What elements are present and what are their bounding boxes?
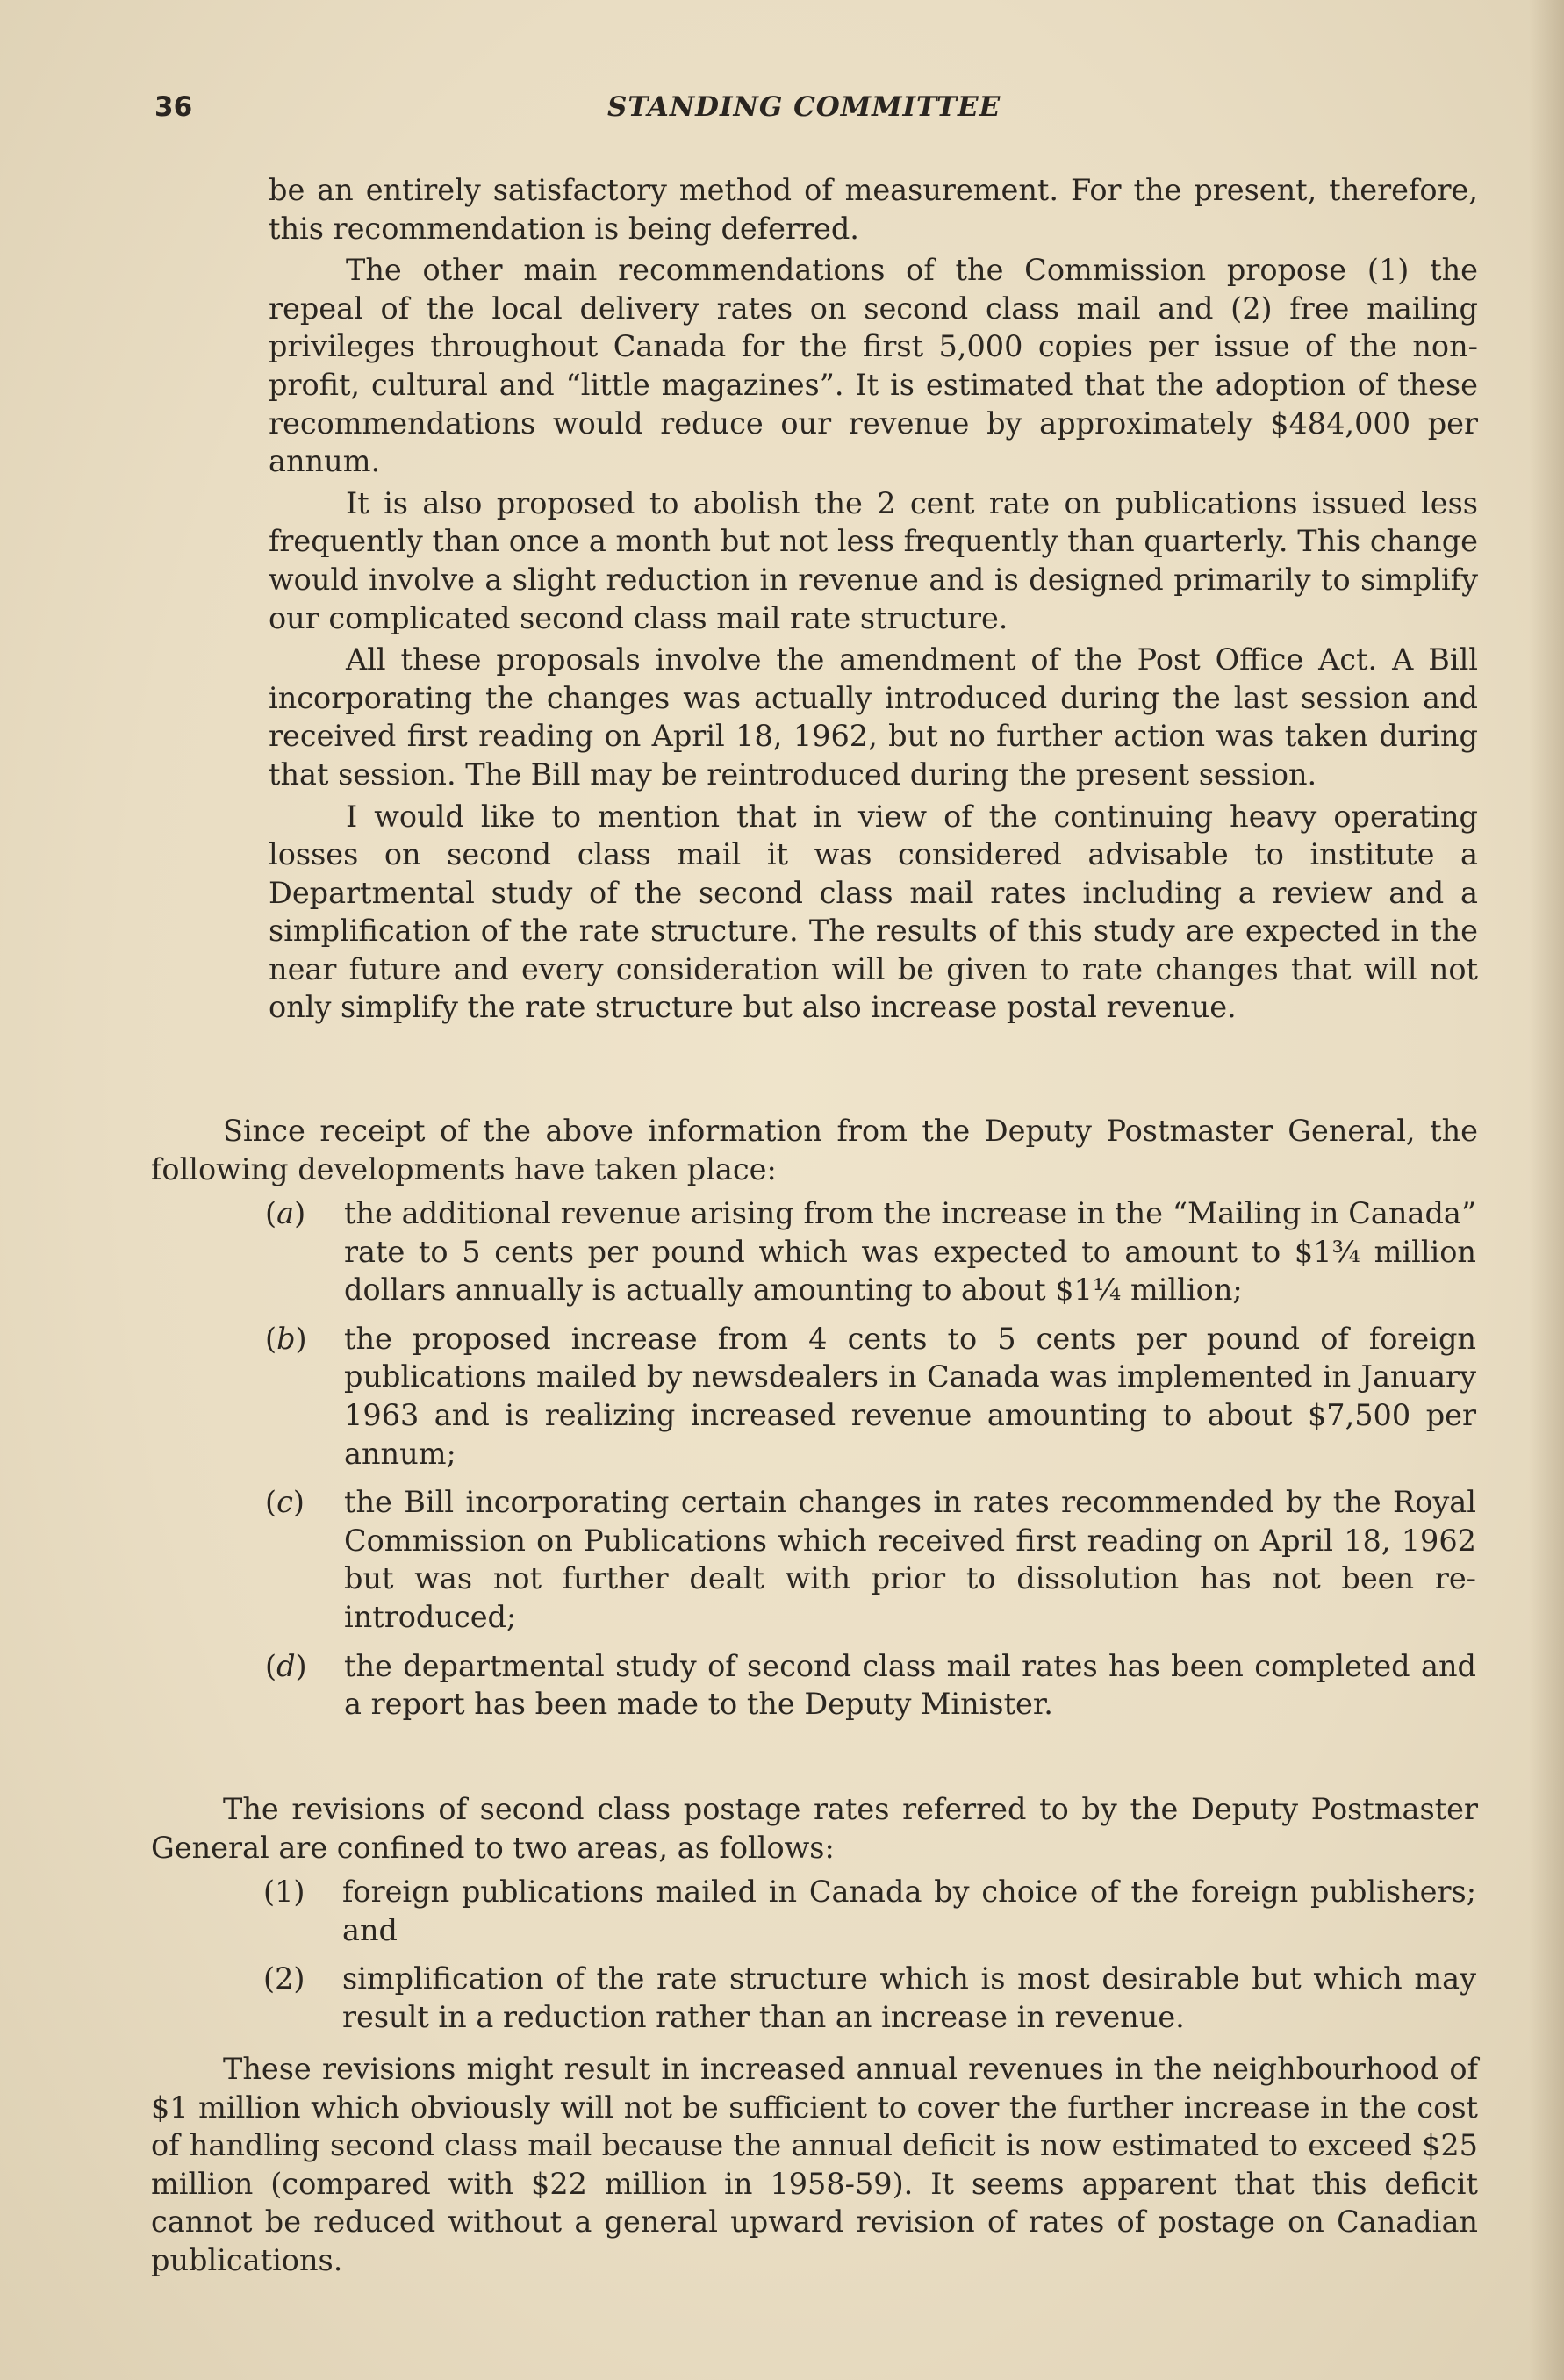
revisions-intro: The revisions of second class postage rates referred to by the Deputy Postmaster General are confined to two areas, as follows: [151,1792,1478,1865]
closing-section [151,2050,1478,2280]
revisions-section [151,1790,1478,1867]
running-head: STANDING COMMITTEE [607,91,1001,123]
page-header [154,91,1471,135]
quoted-paragraph: be an entirely satisfactory method of measurement. For the present, therefore, this recommendation is being deferred. [269,173,1478,246]
list-marker: (b) [265,1321,307,1356]
list-marker: (c) [265,1485,305,1520]
list-item-text: the proposed increase from 4 cents to 5 cents per pound of foreign publications mailed by newsdealers in Canada was implemented in January 1963 and is realizing increased revenue amounting to about $7,500 per annum; [344,1321,1476,1471]
list-marker: (2) [263,1961,305,1996]
list-item-text: simplification of the rate structure which is most desirable but which may result in a reduction rather than an increase in revenue. [342,1961,1476,2034]
closing-paragraph: These revisions might result in increased annual revenues in the neighbourhood of $1 million which obviously will not be sufficient to cover the further increase in the cost of handling second class mail because the annual deficit is now estimated to exceed $25 million (compared with $22 million in 1958-59). It seems apparent that this deficit cannot be reduced without a general upward revision of rates of postage on Canadian publications. [151,2052,1478,2277]
list-item [265,1320,1476,1473]
quoted-letter [269,171,1478,1027]
list-marker: (a) [265,1196,306,1230]
list-item [265,1647,1476,1724]
list-item-text: the departmental study of second class mail rates has been completed and a report has been made to the Deputy Minister. [344,1648,1476,1722]
list-item [265,1194,1476,1309]
list-item [263,1873,1476,1949]
quoted-paragraph: I would like to mention that in view of the continuing heavy operating losses on second class mail it was considered advisable to institute a Departmental study of the second class mail rates including a review and a simplification of the rate structure. The results of this study are expected in the near future and every consideration will be given to rate changes that will not only simplify the rate structure but also increase postal revenue. [269,799,1478,1025]
list-item-text: the Bill incorporating certain changes in rates recommended by the Royal Commission on Publications which received first reading on April 18, 1962 but was not further dealt with prior to dissolution has not been re-introduced; [344,1485,1476,1634]
list-item-text: the additional revenue arising from the increase in the “Mailing in Canada” rate to 5 cents per pound which was expected to amount to $1¾ million dollars annually is actually amounting to about $1¼ million; [344,1196,1476,1308]
quoted-paragraph: All these proposals involve the amendment of the Post Office Act. A Bill incorporating the changes was actually introduced during the last session and received first reading on April 18, 1962, but no further action was taken during that session. The Bill may be reintroduced during the present session. [269,642,1478,792]
developments-section [151,1112,1478,1188]
developments-intro: Since receipt of the above information from the Deputy Postmaster General, the following developments have taken place: [151,1114,1478,1186]
revisions-list [263,1873,1476,2047]
list-item [263,1960,1476,2036]
page-number: 36 [154,91,193,123]
quoted-paragraph: It is also proposed to abolish the 2 cent rate on publications issued less frequently than once a month but not less frequently than quarterly. This change would involve a slight reduction in revenue and is designed primarily to simplify our complicated second class mail rate structure. [269,485,1478,635]
list-item-text: foreign publications mailed in Canada by choice of the foreign publishers; and [342,1875,1476,1947]
developments-list [265,1194,1476,1734]
list-item [265,1483,1476,1636]
list-marker: (1) [263,1875,305,1909]
quoted-paragraph: The other main recommendations of the Commission propose (1) the repeal of the local delivery rates on second class mail and (2) free mailing privileges throughout Canada for the first 5,000 copies per issue of the non-profit, cultural and “little magazines”. It is estimated that the adoption of these recommendations would reduce our revenue by approximately $484,000 per annum. [269,253,1478,479]
list-marker: (d) [265,1648,307,1683]
